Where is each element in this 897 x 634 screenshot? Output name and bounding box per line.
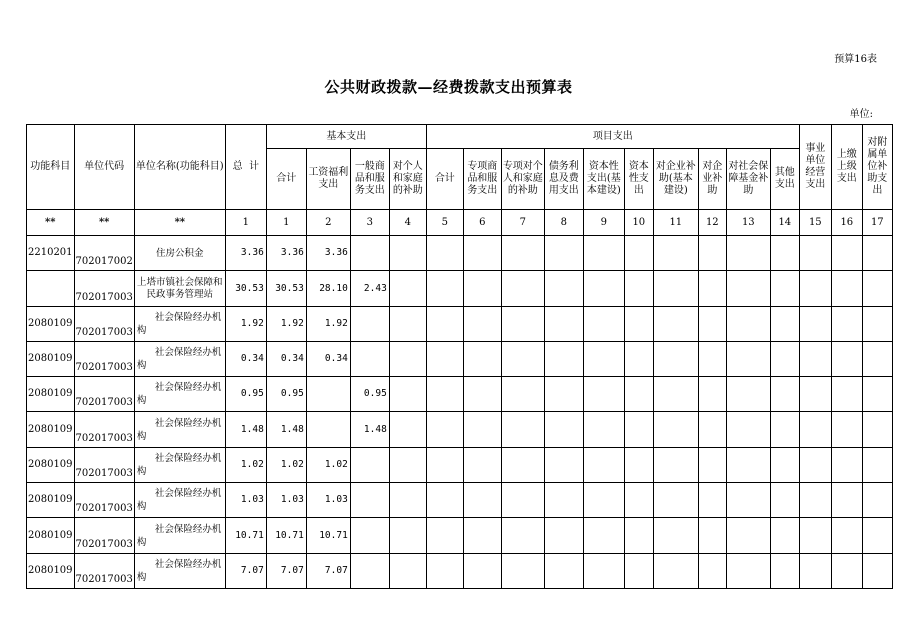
- empty-cell: [698, 236, 726, 271]
- empty-cell: [770, 412, 799, 448]
- func-subject-cell: 2080109: [27, 554, 75, 589]
- wage-cell: 1.03: [306, 483, 350, 518]
- goods-cell: [350, 483, 389, 518]
- column-index-cell: 4: [389, 210, 426, 236]
- empty-cell: [583, 271, 624, 307]
- unit-code-cell: 702017003: [74, 412, 134, 448]
- header-enterprise: 对企业补助: [698, 149, 726, 210]
- func-subject-cell: 2080109: [27, 448, 75, 483]
- empty-cell: [389, 554, 426, 589]
- table-row: [27, 412, 893, 448]
- empty-cell: [770, 377, 799, 412]
- empty-cell: [831, 554, 862, 589]
- goods-cell: 2.43: [350, 271, 389, 307]
- empty-cell: [624, 377, 653, 412]
- empty-cell: [799, 377, 831, 412]
- total-cell: 0.34: [225, 342, 266, 377]
- table-row: [27, 377, 893, 412]
- empty-cell: [544, 271, 583, 307]
- total-cell: 30.53: [225, 271, 266, 307]
- wage-cell: 3.36: [306, 236, 350, 271]
- wage-cell: [306, 412, 350, 448]
- empty-cell: [389, 271, 426, 307]
- empty-cell: [698, 271, 726, 307]
- empty-cell: [831, 518, 862, 554]
- empty-cell: [862, 236, 892, 271]
- func-subject-cell: 2080109: [27, 377, 75, 412]
- page-title: 公共财政拨款—经费拨款支出预算表: [324, 78, 573, 96]
- basic-sum-cell: 1.92: [266, 307, 306, 342]
- empty-cell: [501, 554, 544, 589]
- empty-cell: [501, 271, 544, 307]
- empty-cell: [770, 307, 799, 342]
- empty-cell: [389, 518, 426, 554]
- unit-code-cell: 702017003: [74, 342, 134, 377]
- empty-cell: [583, 342, 624, 377]
- column-index-cell: 1: [225, 210, 266, 236]
- empty-cell: [624, 307, 653, 342]
- empty-cell: [726, 518, 770, 554]
- empty-cell: [653, 377, 698, 412]
- empty-cell: [799, 518, 831, 554]
- func-subject-cell: 2080109: [27, 483, 75, 518]
- empty-cell: [501, 518, 544, 554]
- empty-cell: [463, 236, 501, 271]
- header-func-subject: 功能科目: [27, 125, 75, 210]
- empty-cell: [463, 342, 501, 377]
- empty-cell: [799, 483, 831, 518]
- empty-cell: [463, 377, 501, 412]
- func-subject-cell: 2210201: [27, 236, 75, 271]
- total-cell: 1.92: [225, 307, 266, 342]
- empty-cell: [862, 412, 892, 448]
- column-index-cell: 12: [698, 210, 726, 236]
- func-subject-cell: 2080109: [27, 518, 75, 554]
- empty-cell: [583, 412, 624, 448]
- empty-cell: [389, 307, 426, 342]
- header-capital-basic: 资本性支出(基本建设): [583, 149, 624, 210]
- header-total: 总 计: [225, 125, 266, 210]
- unit-name-cell: 社会保险经办机构: [134, 412, 225, 448]
- empty-cell: [726, 448, 770, 483]
- header-goods: 一般商品和服务支出: [350, 149, 389, 210]
- empty-cell: [501, 448, 544, 483]
- empty-cell: [831, 412, 862, 448]
- empty-cell: [653, 483, 698, 518]
- empty-cell: [862, 342, 892, 377]
- empty-cell: [544, 518, 583, 554]
- unit-name-cell: 上塔市镇社会保障和民政事务管理站: [134, 271, 225, 307]
- goods-cell: [350, 236, 389, 271]
- column-index-cell: 8: [544, 210, 583, 236]
- goods-cell: 0.95: [350, 377, 389, 412]
- wage-cell: [306, 377, 350, 412]
- empty-cell: [653, 518, 698, 554]
- goods-cell: [350, 518, 389, 554]
- unit-code-cell: 702017003: [74, 483, 134, 518]
- basic-sum-cell: 1.48: [266, 412, 306, 448]
- column-index-cell: **: [27, 210, 75, 236]
- goods-cell: 1.48: [350, 412, 389, 448]
- header-proj-sum: 合计: [426, 149, 463, 210]
- table-row: [27, 448, 893, 483]
- header-unit-code: 单位代码: [74, 125, 134, 210]
- empty-cell: [389, 448, 426, 483]
- unit-code-cell: 702017003: [74, 554, 134, 589]
- empty-cell: [426, 554, 463, 589]
- empty-cell: [862, 483, 892, 518]
- basic-sum-cell: 1.03: [266, 483, 306, 518]
- empty-cell: [726, 377, 770, 412]
- empty-cell: [463, 307, 501, 342]
- unit-name-cell: 社会保险经办机构: [134, 448, 225, 483]
- column-index-cell: 15: [799, 210, 831, 236]
- empty-cell: [770, 236, 799, 271]
- column-index-cell: 2: [306, 210, 350, 236]
- header-project-group: 项目支出: [426, 125, 799, 149]
- budget-table: [26, 124, 893, 589]
- empty-cell: [862, 271, 892, 307]
- empty-cell: [426, 342, 463, 377]
- header-enterprise-basic: 对企业补助(基本建设): [653, 149, 698, 210]
- column-index-cell: 9: [583, 210, 624, 236]
- goods-cell: [350, 342, 389, 377]
- unit-code-cell: 702017003: [74, 271, 134, 307]
- basic-sum-cell: 30.53: [266, 271, 306, 307]
- empty-cell: [463, 448, 501, 483]
- wage-cell: 1.02: [306, 448, 350, 483]
- table-row: [27, 554, 893, 589]
- column-index-cell: 14: [770, 210, 799, 236]
- unit-name-cell: 社会保险经办机构: [134, 307, 225, 342]
- column-index-cell: 5: [426, 210, 463, 236]
- empty-cell: [426, 377, 463, 412]
- empty-cell: [653, 448, 698, 483]
- column-index-cell: 17: [862, 210, 892, 236]
- empty-cell: [624, 554, 653, 589]
- table-row: [27, 483, 893, 518]
- empty-cell: [799, 307, 831, 342]
- empty-cell: [544, 377, 583, 412]
- empty-cell: [426, 412, 463, 448]
- empty-cell: [583, 377, 624, 412]
- empty-cell: [544, 412, 583, 448]
- empty-cell: [463, 554, 501, 589]
- empty-cell: [831, 448, 862, 483]
- func-subject-cell: 2080109: [27, 307, 75, 342]
- empty-cell: [624, 448, 653, 483]
- empty-cell: [698, 377, 726, 412]
- empty-cell: [624, 342, 653, 377]
- header-unit-name: 单位名称(功能科目): [134, 125, 225, 210]
- empty-cell: [653, 307, 698, 342]
- header-personal: 对个人和家庭的补助: [389, 149, 426, 210]
- empty-cell: [389, 236, 426, 271]
- empty-cell: [726, 342, 770, 377]
- wage-cell: 1.92: [306, 307, 350, 342]
- empty-cell: [426, 448, 463, 483]
- empty-cell: [831, 377, 862, 412]
- table-body: [27, 236, 893, 589]
- empty-cell: [389, 377, 426, 412]
- empty-cell: [831, 271, 862, 307]
- column-index-cell: 11: [653, 210, 698, 236]
- header-wage: 工资福利支出: [306, 149, 350, 210]
- total-cell: 7.07: [225, 554, 266, 589]
- empty-cell: [583, 518, 624, 554]
- empty-cell: [624, 518, 653, 554]
- header-business: 事业单位经营支出: [799, 125, 831, 210]
- empty-cell: [862, 307, 892, 342]
- unit-name-cell: 社会保险经办机构: [134, 377, 225, 412]
- basic-sum-cell: 0.95: [266, 377, 306, 412]
- unit-name-cell: 社会保险经办机构: [134, 483, 225, 518]
- empty-cell: [726, 271, 770, 307]
- wage-cell: 0.34: [306, 342, 350, 377]
- empty-cell: [583, 554, 624, 589]
- total-cell: 3.36: [225, 236, 266, 271]
- empty-cell: [501, 236, 544, 271]
- empty-cell: [862, 554, 892, 589]
- empty-cell: [726, 483, 770, 518]
- empty-cell: [426, 483, 463, 518]
- empty-cell: [831, 342, 862, 377]
- total-cell: 1.02: [225, 448, 266, 483]
- empty-cell: [624, 271, 653, 307]
- empty-cell: [831, 483, 862, 518]
- empty-cell: [653, 342, 698, 377]
- empty-cell: [698, 554, 726, 589]
- basic-sum-cell: 1.02: [266, 448, 306, 483]
- empty-cell: [389, 483, 426, 518]
- empty-cell: [426, 236, 463, 271]
- header-other: 其他支出: [770, 149, 799, 210]
- empty-cell: [426, 271, 463, 307]
- empty-cell: [799, 342, 831, 377]
- unit-name-cell: 住房公积金: [134, 236, 225, 271]
- header-special-personal: 专项对个人和家庭的补助: [501, 149, 544, 210]
- empty-cell: [501, 342, 544, 377]
- empty-cell: [583, 448, 624, 483]
- total-cell: 0.95: [225, 377, 266, 412]
- wage-cell: 7.07: [306, 554, 350, 589]
- empty-cell: [544, 483, 583, 518]
- column-index-cell: 10: [624, 210, 653, 236]
- unit-code-cell: 702017002: [74, 236, 134, 271]
- total-cell: 1.48: [225, 412, 266, 448]
- basic-sum-cell: 10.71: [266, 518, 306, 554]
- empty-cell: [389, 412, 426, 448]
- empty-cell: [583, 236, 624, 271]
- empty-cell: [653, 412, 698, 448]
- table-row: [27, 236, 893, 271]
- header-superior: 上缴上级支出: [831, 125, 862, 210]
- table-row: [27, 271, 893, 307]
- empty-cell: [501, 412, 544, 448]
- empty-cell: [799, 271, 831, 307]
- empty-cell: [770, 342, 799, 377]
- empty-cell: [862, 448, 892, 483]
- empty-cell: [544, 448, 583, 483]
- column-index-cell: **: [134, 210, 225, 236]
- empty-cell: [726, 307, 770, 342]
- empty-cell: [544, 236, 583, 271]
- empty-cell: [463, 483, 501, 518]
- empty-cell: [501, 483, 544, 518]
- basic-sum-cell: 3.36: [266, 236, 306, 271]
- basic-sum-cell: 7.07: [266, 554, 306, 589]
- unit-name-cell: 社会保险经办机构: [134, 518, 225, 554]
- empty-cell: [501, 307, 544, 342]
- empty-cell: [831, 307, 862, 342]
- header-special-goods: 专项商品和服务支出: [463, 149, 501, 210]
- unit-code-cell: 702017003: [74, 448, 134, 483]
- basic-sum-cell: 0.34: [266, 342, 306, 377]
- empty-cell: [389, 342, 426, 377]
- empty-cell: [799, 412, 831, 448]
- empty-cell: [426, 518, 463, 554]
- column-index-cell: 13: [726, 210, 770, 236]
- header-social-fund: 对社会保障基金补助: [726, 149, 770, 210]
- empty-cell: [698, 307, 726, 342]
- empty-cell: [653, 554, 698, 589]
- column-index-row: [27, 210, 893, 236]
- empty-cell: [653, 236, 698, 271]
- empty-cell: [799, 448, 831, 483]
- empty-cell: [583, 483, 624, 518]
- empty-cell: [726, 412, 770, 448]
- unit-name-cell: 社会保险经办机构: [134, 342, 225, 377]
- empty-cell: [624, 412, 653, 448]
- column-index-cell: 7: [501, 210, 544, 236]
- empty-cell: [726, 236, 770, 271]
- empty-cell: [726, 554, 770, 589]
- column-index-cell: **: [74, 210, 134, 236]
- unit-name-cell: 社会保险经办机构: [134, 554, 225, 589]
- empty-cell: [770, 554, 799, 589]
- table-row: [27, 518, 893, 554]
- empty-cell: [463, 271, 501, 307]
- empty-cell: [698, 448, 726, 483]
- table-row: [27, 342, 893, 377]
- empty-cell: [653, 271, 698, 307]
- empty-cell: [770, 483, 799, 518]
- header-basic-group: 基本支出: [266, 125, 426, 149]
- goods-cell: [350, 307, 389, 342]
- func-subject-cell: [27, 271, 75, 307]
- unit-label: 单位:: [849, 109, 873, 120]
- total-cell: 1.03: [225, 483, 266, 518]
- empty-cell: [770, 271, 799, 307]
- empty-cell: [770, 448, 799, 483]
- empty-cell: [624, 236, 653, 271]
- empty-cell: [698, 483, 726, 518]
- column-index-cell: 16: [831, 210, 862, 236]
- header-capital: 资本性支出: [624, 149, 653, 210]
- func-subject-cell: 2080109: [27, 412, 75, 448]
- column-index-cell: 6: [463, 210, 501, 236]
- total-cell: 10.71: [225, 518, 266, 554]
- empty-cell: [463, 518, 501, 554]
- empty-cell: [463, 412, 501, 448]
- header-subordinate: 对附属单位补助支出: [862, 125, 892, 210]
- goods-cell: [350, 554, 389, 589]
- empty-cell: [799, 554, 831, 589]
- empty-cell: [799, 236, 831, 271]
- wage-cell: 10.71: [306, 518, 350, 554]
- empty-cell: [698, 342, 726, 377]
- empty-cell: [583, 307, 624, 342]
- table-row: [27, 307, 893, 342]
- empty-cell: [544, 307, 583, 342]
- unit-code-cell: 702017003: [74, 518, 134, 554]
- unit-code-cell: 702017003: [74, 377, 134, 412]
- header-debt: 债务利息及费用支出: [544, 149, 583, 210]
- empty-cell: [544, 554, 583, 589]
- wage-cell: 28.10: [306, 271, 350, 307]
- empty-cell: [770, 518, 799, 554]
- table-header: [27, 125, 893, 236]
- empty-cell: [624, 483, 653, 518]
- empty-cell: [544, 342, 583, 377]
- goods-cell: [350, 448, 389, 483]
- empty-cell: [698, 412, 726, 448]
- empty-cell: [862, 518, 892, 554]
- column-index-cell: 3: [350, 210, 389, 236]
- form-number: 预算16表: [834, 54, 877, 65]
- empty-cell: [698, 518, 726, 554]
- empty-cell: [426, 307, 463, 342]
- unit-code-cell: 702017003: [74, 307, 134, 342]
- empty-cell: [501, 377, 544, 412]
- func-subject-cell: 2080109: [27, 342, 75, 377]
- empty-cell: [831, 236, 862, 271]
- header-basic-sum: 合计: [266, 149, 306, 210]
- column-index-cell: 1: [266, 210, 306, 236]
- empty-cell: [862, 377, 892, 412]
